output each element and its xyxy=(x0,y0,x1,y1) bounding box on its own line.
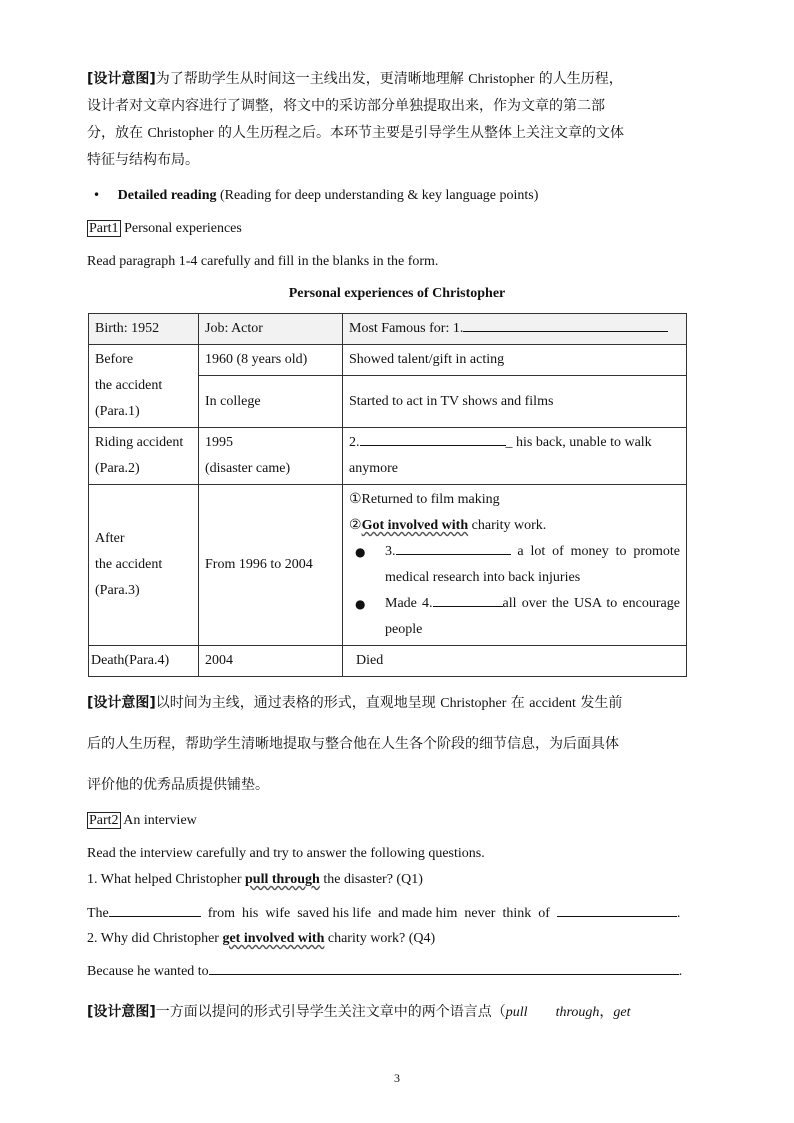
bullet-icon: ● xyxy=(355,597,366,611)
after-label-cell: After the accident (Para.3) xyxy=(89,485,199,646)
question-2: 2. Why did Christopher get involved with charity work? (Q4) xyxy=(87,931,436,946)
part2-label: Part2 xyxy=(89,813,119,828)
blank-3[interactable] xyxy=(396,540,511,555)
part1-instruction: Read paragraph 1-4 carefully and fill in the blanks in the form. xyxy=(87,254,439,269)
bullet-icon: • xyxy=(93,188,101,202)
detailed-reading-heading: • Detailed reading (Reading for deep understanding & key language points) xyxy=(93,188,539,203)
design-intent-paragraph-1: [设计意图]为了帮助学生从时间这一主线出发，更清晰地理解 Christopher 的人生历程， 设计者对文章内容进行了调整，将文中的采访部分单独提取出来，作为文章的第二部 分，放在 Christopher 的人生历程之后。本环节主要是引导学生从整体上关注文章的文体 特征与结构布局。 xyxy=(87,71,625,168)
before-label-cell: Before the accident (Para.1) xyxy=(89,345,199,428)
riding-time-cell: 1995 (disaster came) xyxy=(199,428,343,485)
part1-heading: Part1 Personal experiences xyxy=(89,221,242,236)
design-intent-tag: [设计意图] xyxy=(87,695,156,711)
answer-1-blank-a[interactable] xyxy=(109,902,201,917)
list-item: ● Made 4. all over the USA to encourage people xyxy=(349,591,680,643)
table-row xyxy=(89,345,687,376)
birth-cell: Birth: 1952 xyxy=(89,314,199,345)
after-time-cell: From 1996 to 2004 xyxy=(199,485,343,646)
list-item: ● 3. a lot of money to promote medical research into back injuries xyxy=(349,539,680,591)
experiences-table xyxy=(88,313,687,677)
answer-2: Because he wanted to . xyxy=(87,960,682,980)
before-event-2: Started to act in TV shows and films xyxy=(343,376,687,428)
bullet-icon: ● xyxy=(355,545,366,559)
table-row xyxy=(89,314,687,345)
blank-1[interactable] xyxy=(463,317,668,332)
table-title: Personal experiences of Christopher xyxy=(288,286,506,301)
question-1: 1. What helped Christopher pull through the disaster? (Q1) xyxy=(87,872,423,887)
before-time-1: 1960 (8 years old) xyxy=(199,345,343,376)
blank-4[interactable] xyxy=(433,592,503,607)
part1-label: Part1 xyxy=(89,221,119,236)
death-event-cell: Died xyxy=(343,646,687,677)
famous-cell: Most Famous for: 1. xyxy=(343,314,687,345)
before-event-1: Showed talent/gift in acting xyxy=(343,345,687,376)
after-event-cell: ①Returned to film making ②Got involved with charity work. ● 3. a lot of money to promote medical research into back injuries ● Made 4. all over the USA to encourage people xyxy=(343,485,687,646)
page-number: 3 xyxy=(394,1071,400,1085)
table-row xyxy=(89,485,687,646)
death-time-cell: 2004 xyxy=(199,646,343,677)
riding-event-cell: 2. _ his back, unable to walk anymore xyxy=(343,428,687,485)
table-row xyxy=(89,428,687,485)
answer-2-blank[interactable] xyxy=(209,960,679,975)
table-row xyxy=(89,646,687,677)
answer-1-blank-b[interactable] xyxy=(557,902,677,917)
part2-heading: Part2 An interview xyxy=(89,813,197,828)
design-intent-tag: [设计意图] xyxy=(87,71,156,87)
answer-1: The from his wife saved his life and made him never think of . xyxy=(87,902,680,922)
blank-2[interactable] xyxy=(360,431,506,446)
part2-instruction: Read the interview carefully and try to answer the following questions. xyxy=(87,846,485,861)
design-intent-paragraph-3: [设计意图]一方面以提问的形式引导学生关注文章中的两个语言点（pull through，get xyxy=(87,1004,631,1020)
design-intent-tag: [设计意图] xyxy=(87,1004,156,1020)
death-label-cell: Death(Para.4) xyxy=(89,646,199,677)
before-time-2: In college xyxy=(199,376,343,428)
riding-label-cell: Riding accident (Para.2) xyxy=(89,428,199,485)
design-intent-paragraph-2: [设计意图]以时间为主线，通过表格的形式，直观地呈现 Christopher 在 accident 发生前 后的人生历程，帮助学生清晰地提取与整合他在人生各个阶段的细节信息，为后面具体 评价他的优秀品质提供铺垫。 xyxy=(87,695,623,793)
job-cell: Job: Actor xyxy=(199,314,343,345)
